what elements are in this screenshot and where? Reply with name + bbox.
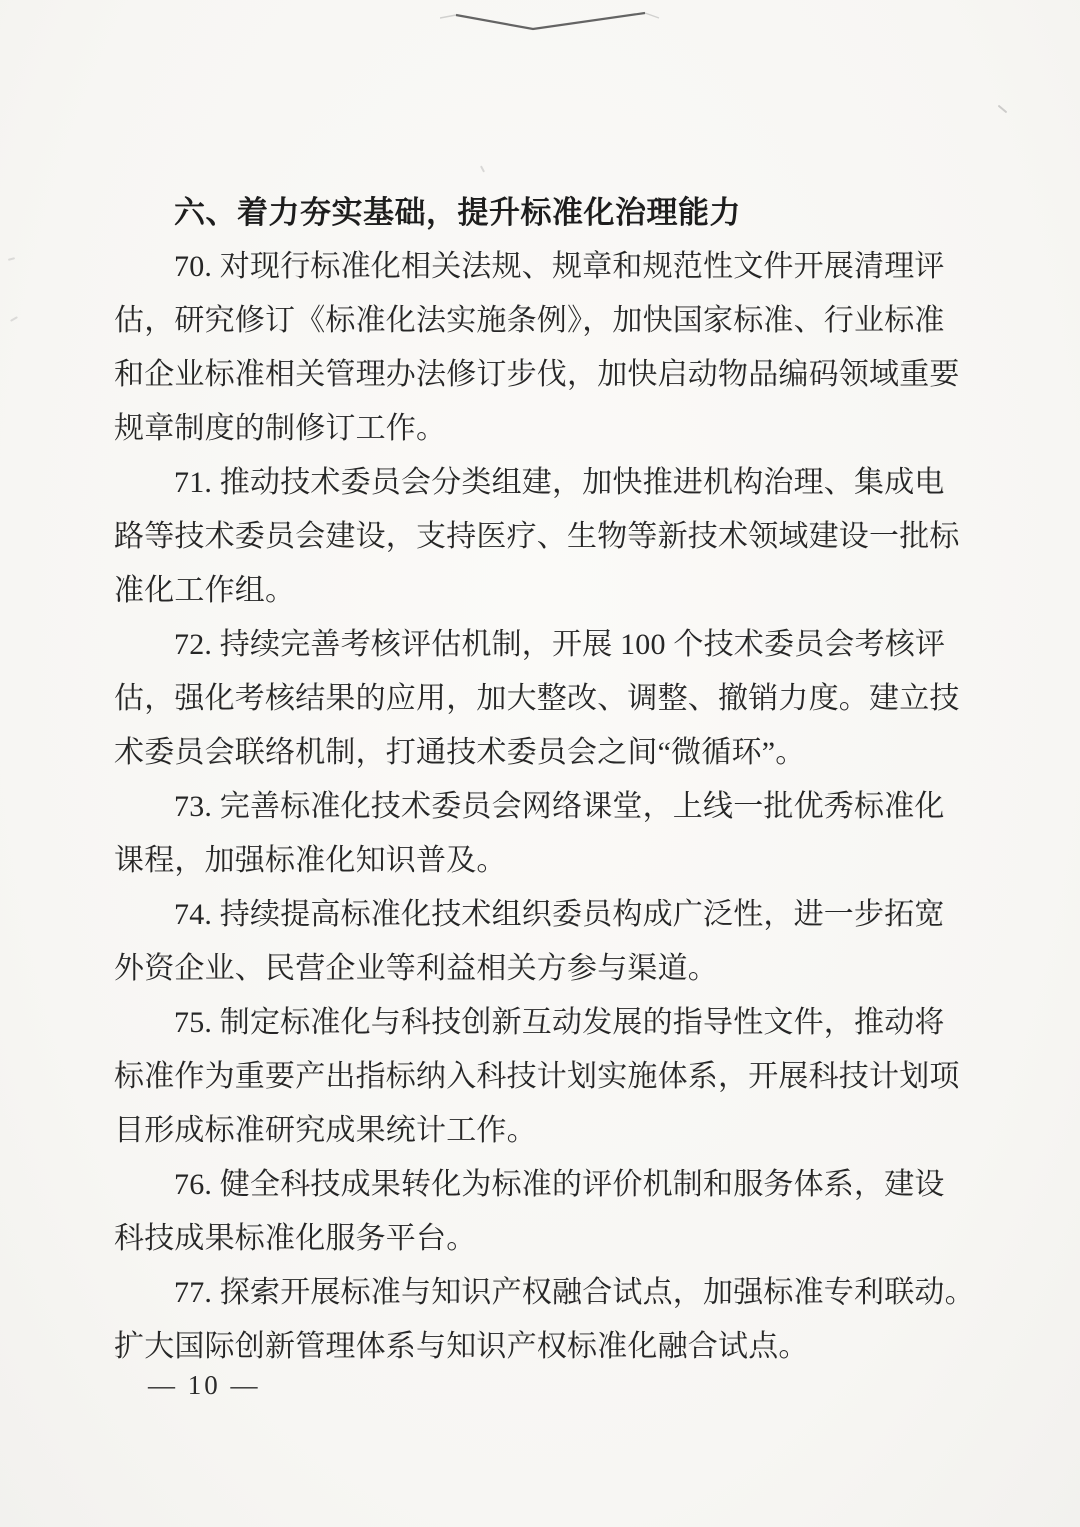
text-line: 估，强化考核结果的应用，加大整改、调整、撤销力度。建立技: [114, 682, 960, 715]
page-number: — 10 —: [148, 1370, 261, 1400]
text-line: 目形成标准研究成果统计工作。: [114, 1114, 537, 1147]
text-line: 课程，加强标准化知识普及。: [114, 844, 507, 877]
scan-speck: [8, 257, 15, 261]
text-line: 规章制度的制修订工作。: [114, 412, 447, 445]
text-line: 71. 推动技术委员会分类组建，加快推进机构治理、集成电: [174, 466, 945, 499]
text-line: 科技成果标准化服务平台。: [114, 1222, 477, 1255]
text-line: 74. 持续提高标准化技术组织委员构成广泛性，进一步拓宽: [174, 898, 945, 931]
text-line: 标准作为重要产出指标纳入科技计划实施体系，开展科技计划项: [114, 1060, 960, 1093]
text-line: 70. 对现行标准化相关法规、规章和规范性文件开展清理评: [174, 250, 945, 283]
text-line: 72. 持续完善考核评估机制，开展 100 个技术委员会考核评: [174, 628, 946, 661]
text-line: 和企业标准相关管理办法修订步伐，加快启动物品编码领域重要: [114, 358, 960, 391]
scan-speck: [998, 105, 1008, 114]
text-line: 估，研究修订《标准化法实施条例》，加快国家标准、行业标准: [114, 304, 945, 337]
scan-speck: [480, 165, 485, 172]
text-line: 术委员会联络机制，打通技术委员会之间“微循环”。: [114, 736, 806, 769]
section-heading: 六、着力夯实基础，提升标准化治理能力: [174, 195, 741, 230]
text-line: 外资企业、民营企业等利益相关方参与渠道。: [114, 952, 718, 985]
text-line: 77. 探索开展标准与知识产权融合试点，加强标准专利联动。: [174, 1276, 975, 1309]
scan-fold-mark: [440, 6, 660, 42]
text-line: 准化工作组。: [114, 574, 296, 607]
text-line: 75. 制定标准化与科技创新互动发展的指导性文件，推动将: [174, 1006, 945, 1039]
text-line: 路等技术委员会建设，支持医疗、生物等新技术领域建设一批标: [114, 520, 960, 553]
scan-speck: [10, 316, 18, 322]
text-line: 76. 健全科技成果转化为标准的评价机制和服务体系，建设: [174, 1168, 945, 1201]
text-line: 73. 完善标准化技术委员会网络课堂，上线一批优秀标准化: [174, 790, 945, 823]
text-line: 扩大国际创新管理体系与知识产权标准化融合试点。: [114, 1330, 809, 1363]
document-body: [114, 186, 974, 1374]
